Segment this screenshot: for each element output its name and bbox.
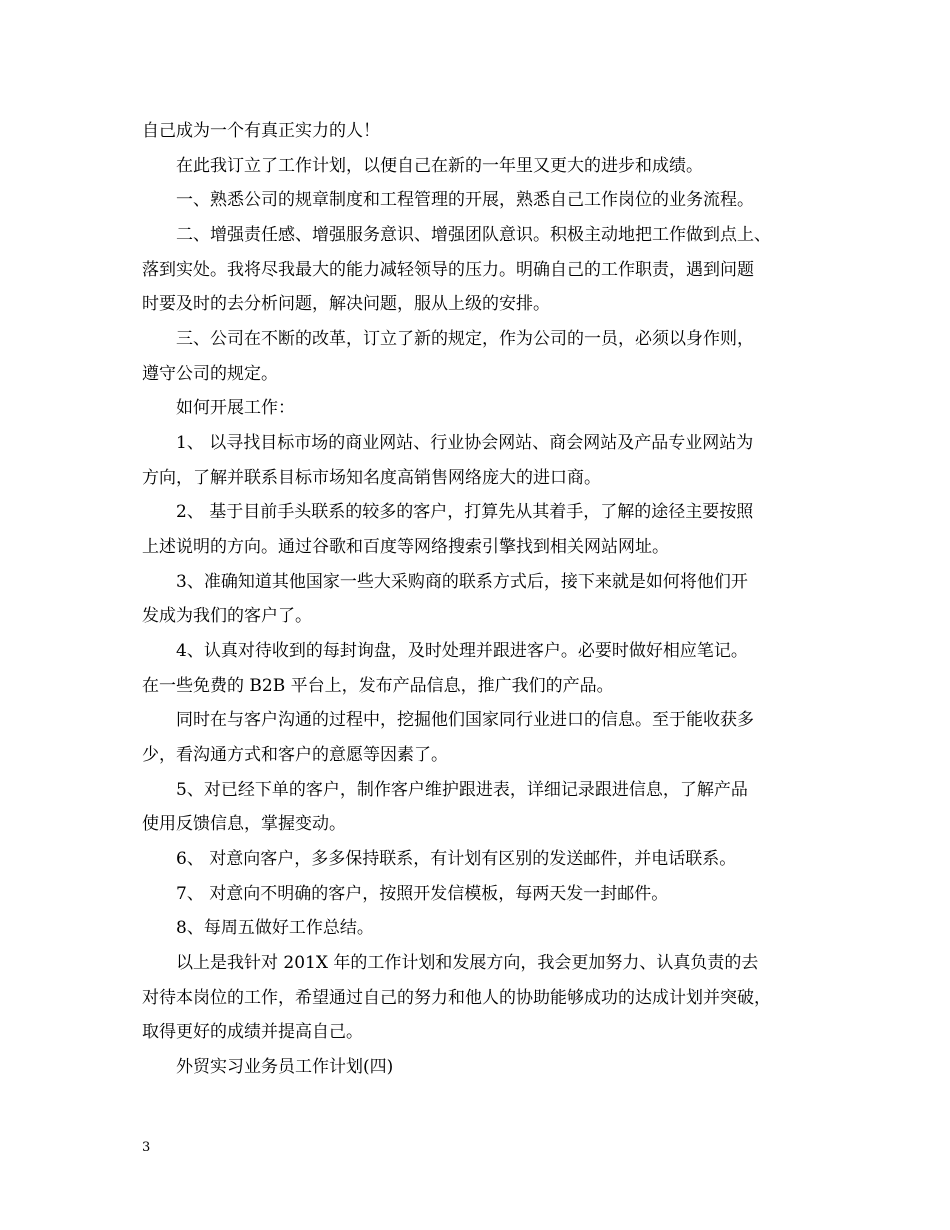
text-line: 3、准确知道其他国家一些大采购商的联系方式后，接下来就是如何将他们开	[176, 572, 748, 592]
text-line: 少，看沟通方式和客户的意愿等因素了。	[142, 745, 448, 765]
text-line: 二、增强责任感、增强服务意识、增强团队意识。积极主动地把工作做到点上、	[176, 225, 771, 245]
text-line: 三、公司在不断的改革，订立了新的规定，作为公司的一员，必须以身作则，	[176, 329, 754, 349]
text-line: 落到实处。我将尽我最大的能力减轻领导的压力。明确自己的工作职责，遇到问题	[142, 260, 754, 280]
text-line: 5、对已经下单的客户，制作客户维护跟进表，详细记录跟进信息，了解产品	[176, 780, 748, 800]
text-line: 如何开展工作：	[176, 398, 295, 418]
text-line: 以上是我针对 201X 年的工作计划和发展方向，我会更加努力、认真负责的去	[176, 953, 759, 973]
text-line: 遵守公司的规定。	[142, 364, 278, 384]
text-line: 使用反馈信息，掌握变动。	[142, 814, 346, 834]
text-line: 4、认真对待收到的每封询盘，及时处理并跟进客户。必要时做好相应笔记。	[176, 641, 748, 661]
text-line: 上述说明的方向。通过谷歌和百度等网络搜索引擎找到相关网站网址。	[142, 537, 669, 557]
text-line: 发成为我们的客户了。	[142, 606, 312, 626]
text-line: 自己成为一个有真正实力的人！	[142, 121, 380, 141]
text-line: 一、熟悉公司的规章制度和工程管理的开展，熟悉自己工作岗位的业务流程。	[176, 190, 754, 210]
text-line: 外贸实习业务员工作计划(四)	[176, 1057, 394, 1077]
text-line: 2、 基于目前手头联系的较多的客户，打算先从其着手，了解的途径主要按照	[176, 502, 754, 522]
text-line: 时要及时的去分析问题，解决问题，服从上级的安排。	[142, 294, 550, 314]
text-line: 对待本岗位的工作，希望通过自己的努力和他人的协助能够成功的达成计划并突破，	[142, 988, 771, 1008]
text-line: 在一些免费的 B2B 平台上，发布产品信息，推广我们的产品。	[142, 676, 614, 696]
text-line: 同时在与客户沟通的过程中，挖掘他们国家同行业进口的信息。至于能收获多	[176, 710, 754, 730]
text-line: 在此我订立了工作计划，以便自己在新的一年里又更大的进步和成绩。	[176, 156, 703, 176]
text-line: 1、 以寻找目标市场的商业网站、行业协会网站、商会网站及产品专业网站为	[176, 433, 754, 453]
text-line: 方向，了解并联系目标市场知名度高销售网络庞大的进口商。	[142, 468, 601, 488]
text-line: 8、每周五做好工作总结。	[176, 918, 374, 938]
text-line: 6、 对意向客户，多多保持联系，有计划有区别的发送邮件，并电话联系。	[176, 849, 737, 869]
page-number: 3	[142, 1140, 151, 1155]
text-line: 7、 对意向不明确的客户，按照开发信模板，每两天发一封邮件。	[176, 884, 669, 904]
text-line: 取得更好的成绩并提高自己。	[142, 1022, 363, 1042]
